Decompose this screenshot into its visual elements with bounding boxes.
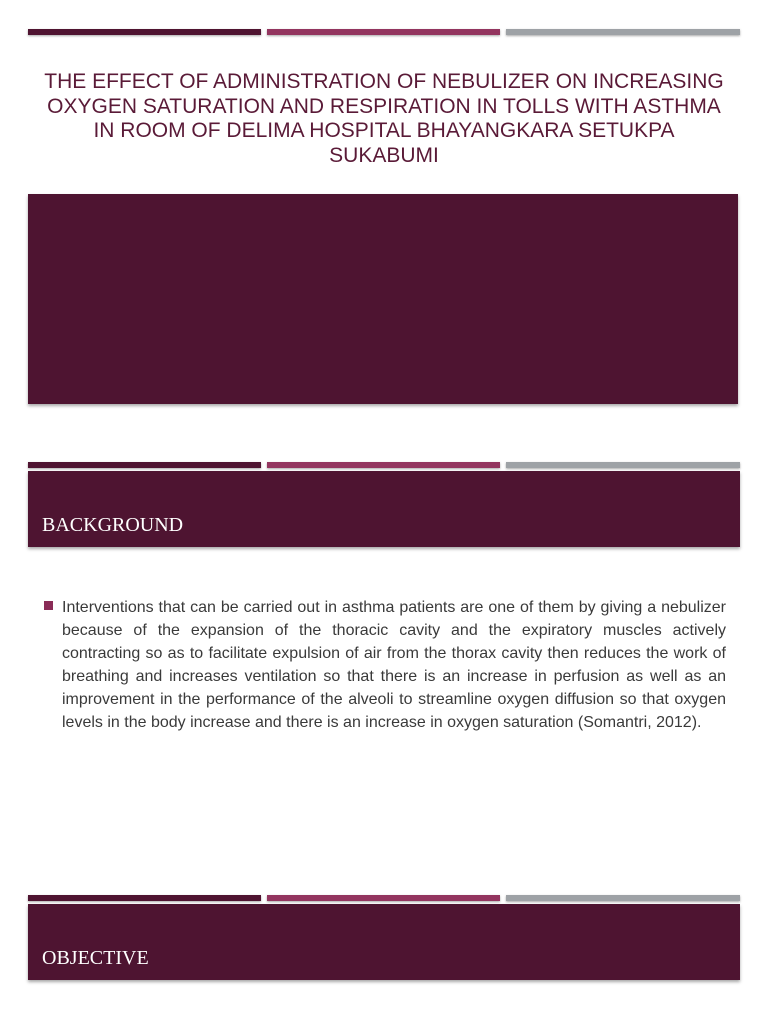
accent-stripes-slide-1: [28, 29, 740, 35]
stripe-magenta: [267, 29, 500, 35]
stripe-dark: [28, 462, 261, 468]
stripe-dark: [28, 29, 261, 35]
stripe-gray: [506, 29, 740, 35]
bullet-item: [44, 596, 726, 734]
stripe-dark: [28, 895, 261, 901]
background-heading: BACKGROUND: [42, 514, 184, 536]
stripe-magenta: [267, 462, 500, 468]
stripe-gray: [506, 895, 740, 901]
bullet-text: Interventions that can be carried out in asthma patients are one of them by giving a nebulizer because of the expansion of the thoracic cavity and the expiratory muscles actively contracting so as to facilitate expulsion of air from the thorax cavity then reduces the work of breathing and increases ventilation so that there is an increase in perfusion as well as an improvement in the performance of the alveoli to streamline oxygen diffusion so that oxygen levels in the body increase and there is an increase in oxygen saturation (Somantri, 2012).: [62, 599, 726, 731]
background-heading-bar: [28, 471, 740, 547]
stripe-magenta: [267, 895, 500, 901]
stripe-gray: [506, 462, 740, 468]
slide-title: THE EFFECT OF ADMINISTRATION OF NEBULIZER ON INCREASING OXYGEN SATURATION AND RESPIRATION IN TOLLS WITH ASTHMA IN ROOM OF DELIMA HOSPITAL BHAYANGKARA SETUKPA SUKABUMI: [44, 70, 724, 167]
accent-stripes-slide-3: [28, 895, 740, 901]
objective-heading: OBJECTIVE: [42, 947, 149, 969]
title-color-block: [28, 194, 738, 404]
accent-stripes-slide-2: [28, 462, 740, 468]
square-bullet-icon: [44, 601, 53, 610]
objective-heading-bar: [28, 904, 740, 980]
